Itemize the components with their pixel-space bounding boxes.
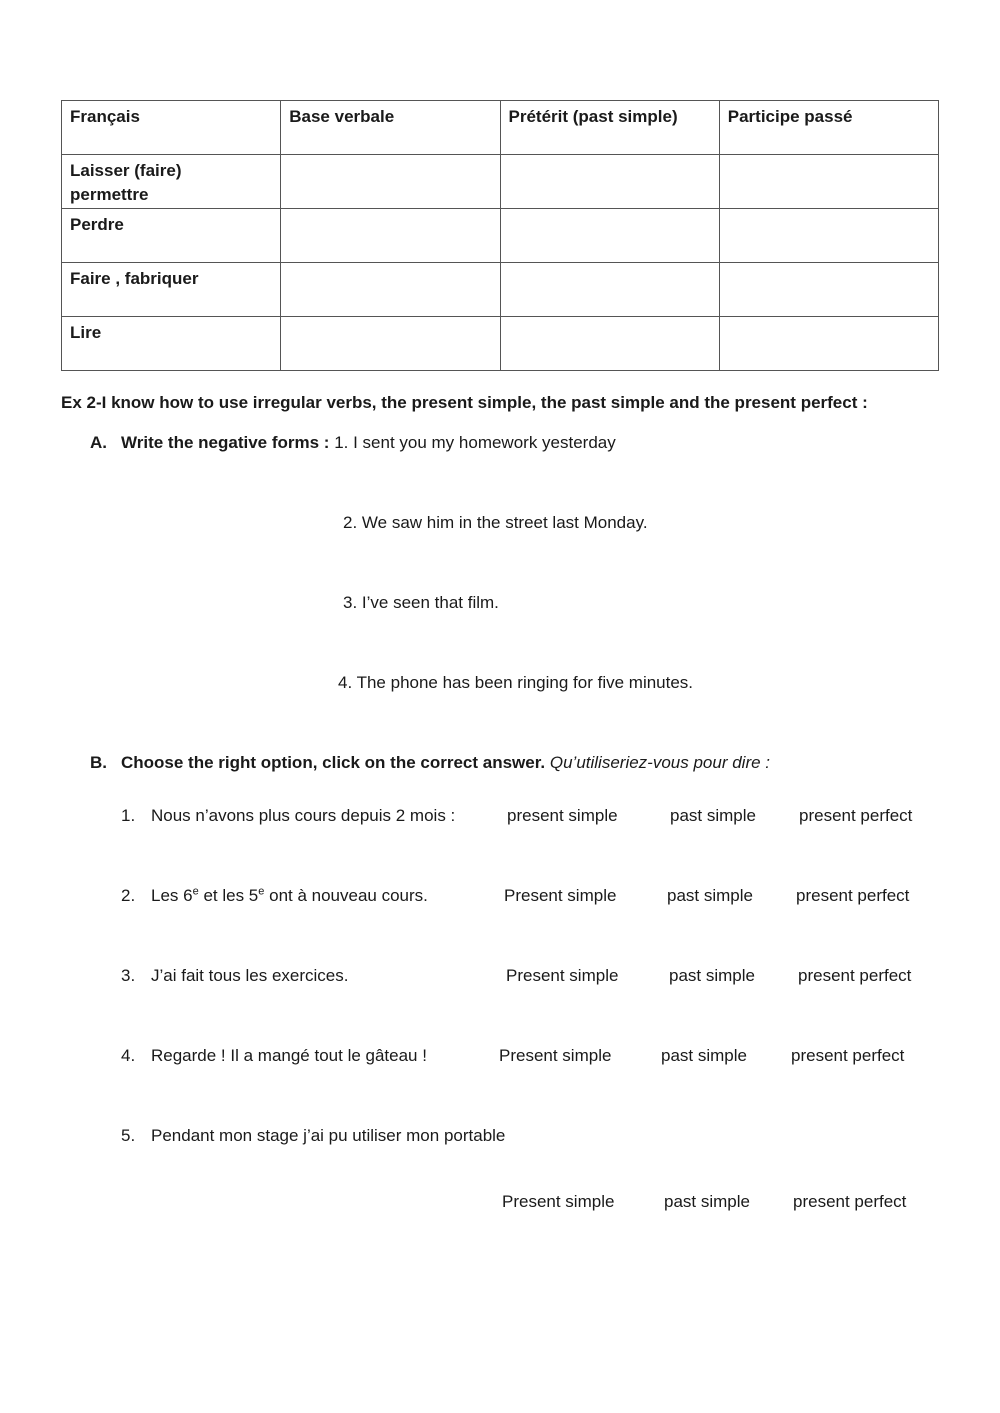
question-number: 1.	[121, 806, 136, 825]
sentence: 4. The phone has been ringing for five minutes.	[338, 673, 694, 692]
answer-cell[interactable]	[281, 317, 500, 371]
option-present-perfect[interactable]: present perfect	[799, 806, 913, 825]
table-row	[62, 317, 939, 371]
question-number: 5.	[121, 1126, 136, 1145]
answer-cell[interactable]	[500, 317, 719, 371]
question-text-part: et les 5	[198, 886, 259, 905]
option-present-simple[interactable]: Present simple	[506, 966, 619, 985]
superscript: e	[192, 885, 199, 898]
answer-cell[interactable]	[719, 155, 938, 209]
part-b-line	[121, 753, 770, 773]
french-verb-cell: Perdre	[62, 209, 281, 263]
table-header-row	[62, 101, 939, 155]
answer-cell[interactable]	[719, 209, 938, 263]
table-header-cell: Participe passé	[719, 101, 938, 155]
table-header-cell: Base verbale	[281, 101, 500, 155]
option-present-simple[interactable]: Present simple	[499, 1046, 612, 1065]
part-a-marker: A.	[90, 433, 107, 452]
option-present-simple[interactable]: Present simple	[504, 886, 617, 905]
table-header-cell: Français	[62, 101, 281, 155]
answer-cell[interactable]	[281, 263, 500, 317]
answer-cell[interactable]	[500, 155, 719, 209]
french-verb-cell: Faire , fabriquer	[62, 263, 281, 317]
french-verb-cell: Lire	[62, 317, 281, 371]
option-past-simple[interactable]: past simple	[669, 966, 755, 985]
answer-cell[interactable]	[281, 209, 500, 263]
answer-cell[interactable]	[281, 155, 500, 209]
question-number: 2.	[121, 886, 136, 905]
french-verb-cell	[62, 155, 281, 209]
question-number: 4.	[121, 1046, 136, 1065]
table-header-cell: Prétérit (past simple)	[500, 101, 719, 155]
french-verb-text: Laisser (faire) permettre	[70, 161, 182, 204]
answer-cell[interactable]	[500, 209, 719, 263]
question-text: J’ai fait tous les exercices.	[151, 966, 349, 985]
option-present-perfect[interactable]: present perfect	[793, 1192, 907, 1211]
sentence: 2. We saw him in the street last Monday.	[343, 513, 648, 532]
question-text: Regarde ! Il a mangé tout le gâteau !	[151, 1046, 427, 1065]
question-text	[151, 886, 428, 906]
verb-table	[61, 100, 939, 371]
table-row	[62, 155, 939, 209]
part-b-marker: B.	[90, 753, 107, 772]
part-b-instruction: Qu’utiliseriez-vous pour dire :	[549, 753, 771, 772]
sentence: 1. I sent you my homework yesterday	[334, 433, 616, 452]
option-present-perfect[interactable]: present perfect	[796, 886, 910, 905]
question-text: Pendant mon stage j’ai pu utiliser mon portable	[151, 1126, 506, 1145]
table-row	[62, 209, 939, 263]
question-text-part: ont à nouveau cours.	[264, 886, 428, 905]
question-text-part: Les 6	[151, 886, 193, 905]
option-past-simple[interactable]: past simple	[664, 1192, 750, 1211]
exercise-title: Ex 2-I know how to use irregular verbs, the present simple, the past simple and the present perfect :	[61, 393, 868, 412]
answer-cell[interactable]	[500, 263, 719, 317]
option-present-perfect[interactable]: present perfect	[798, 966, 912, 985]
option-past-simple[interactable]: past simple	[667, 886, 753, 905]
question-number: 3.	[121, 966, 136, 985]
answer-cell[interactable]	[719, 317, 938, 371]
option-past-simple[interactable]: past simple	[661, 1046, 747, 1065]
option-present-simple[interactable]: Present simple	[502, 1192, 615, 1211]
option-present-perfect[interactable]: present perfect	[791, 1046, 905, 1065]
superscript: e	[258, 885, 265, 898]
answer-cell[interactable]	[719, 263, 938, 317]
option-past-simple[interactable]: past simple	[670, 806, 756, 825]
part-a-line	[121, 433, 616, 453]
sentence: 3. I’ve seen that film.	[343, 593, 499, 612]
table-row	[62, 263, 939, 317]
part-b-label: Choose the right option, click on the correct answer.	[121, 753, 546, 772]
part-a-label: Write the negative forms :	[121, 433, 330, 452]
option-present-simple[interactable]: present simple	[507, 806, 618, 825]
question-text: Nous n’avons plus cours depuis 2 mois :	[151, 806, 456, 825]
